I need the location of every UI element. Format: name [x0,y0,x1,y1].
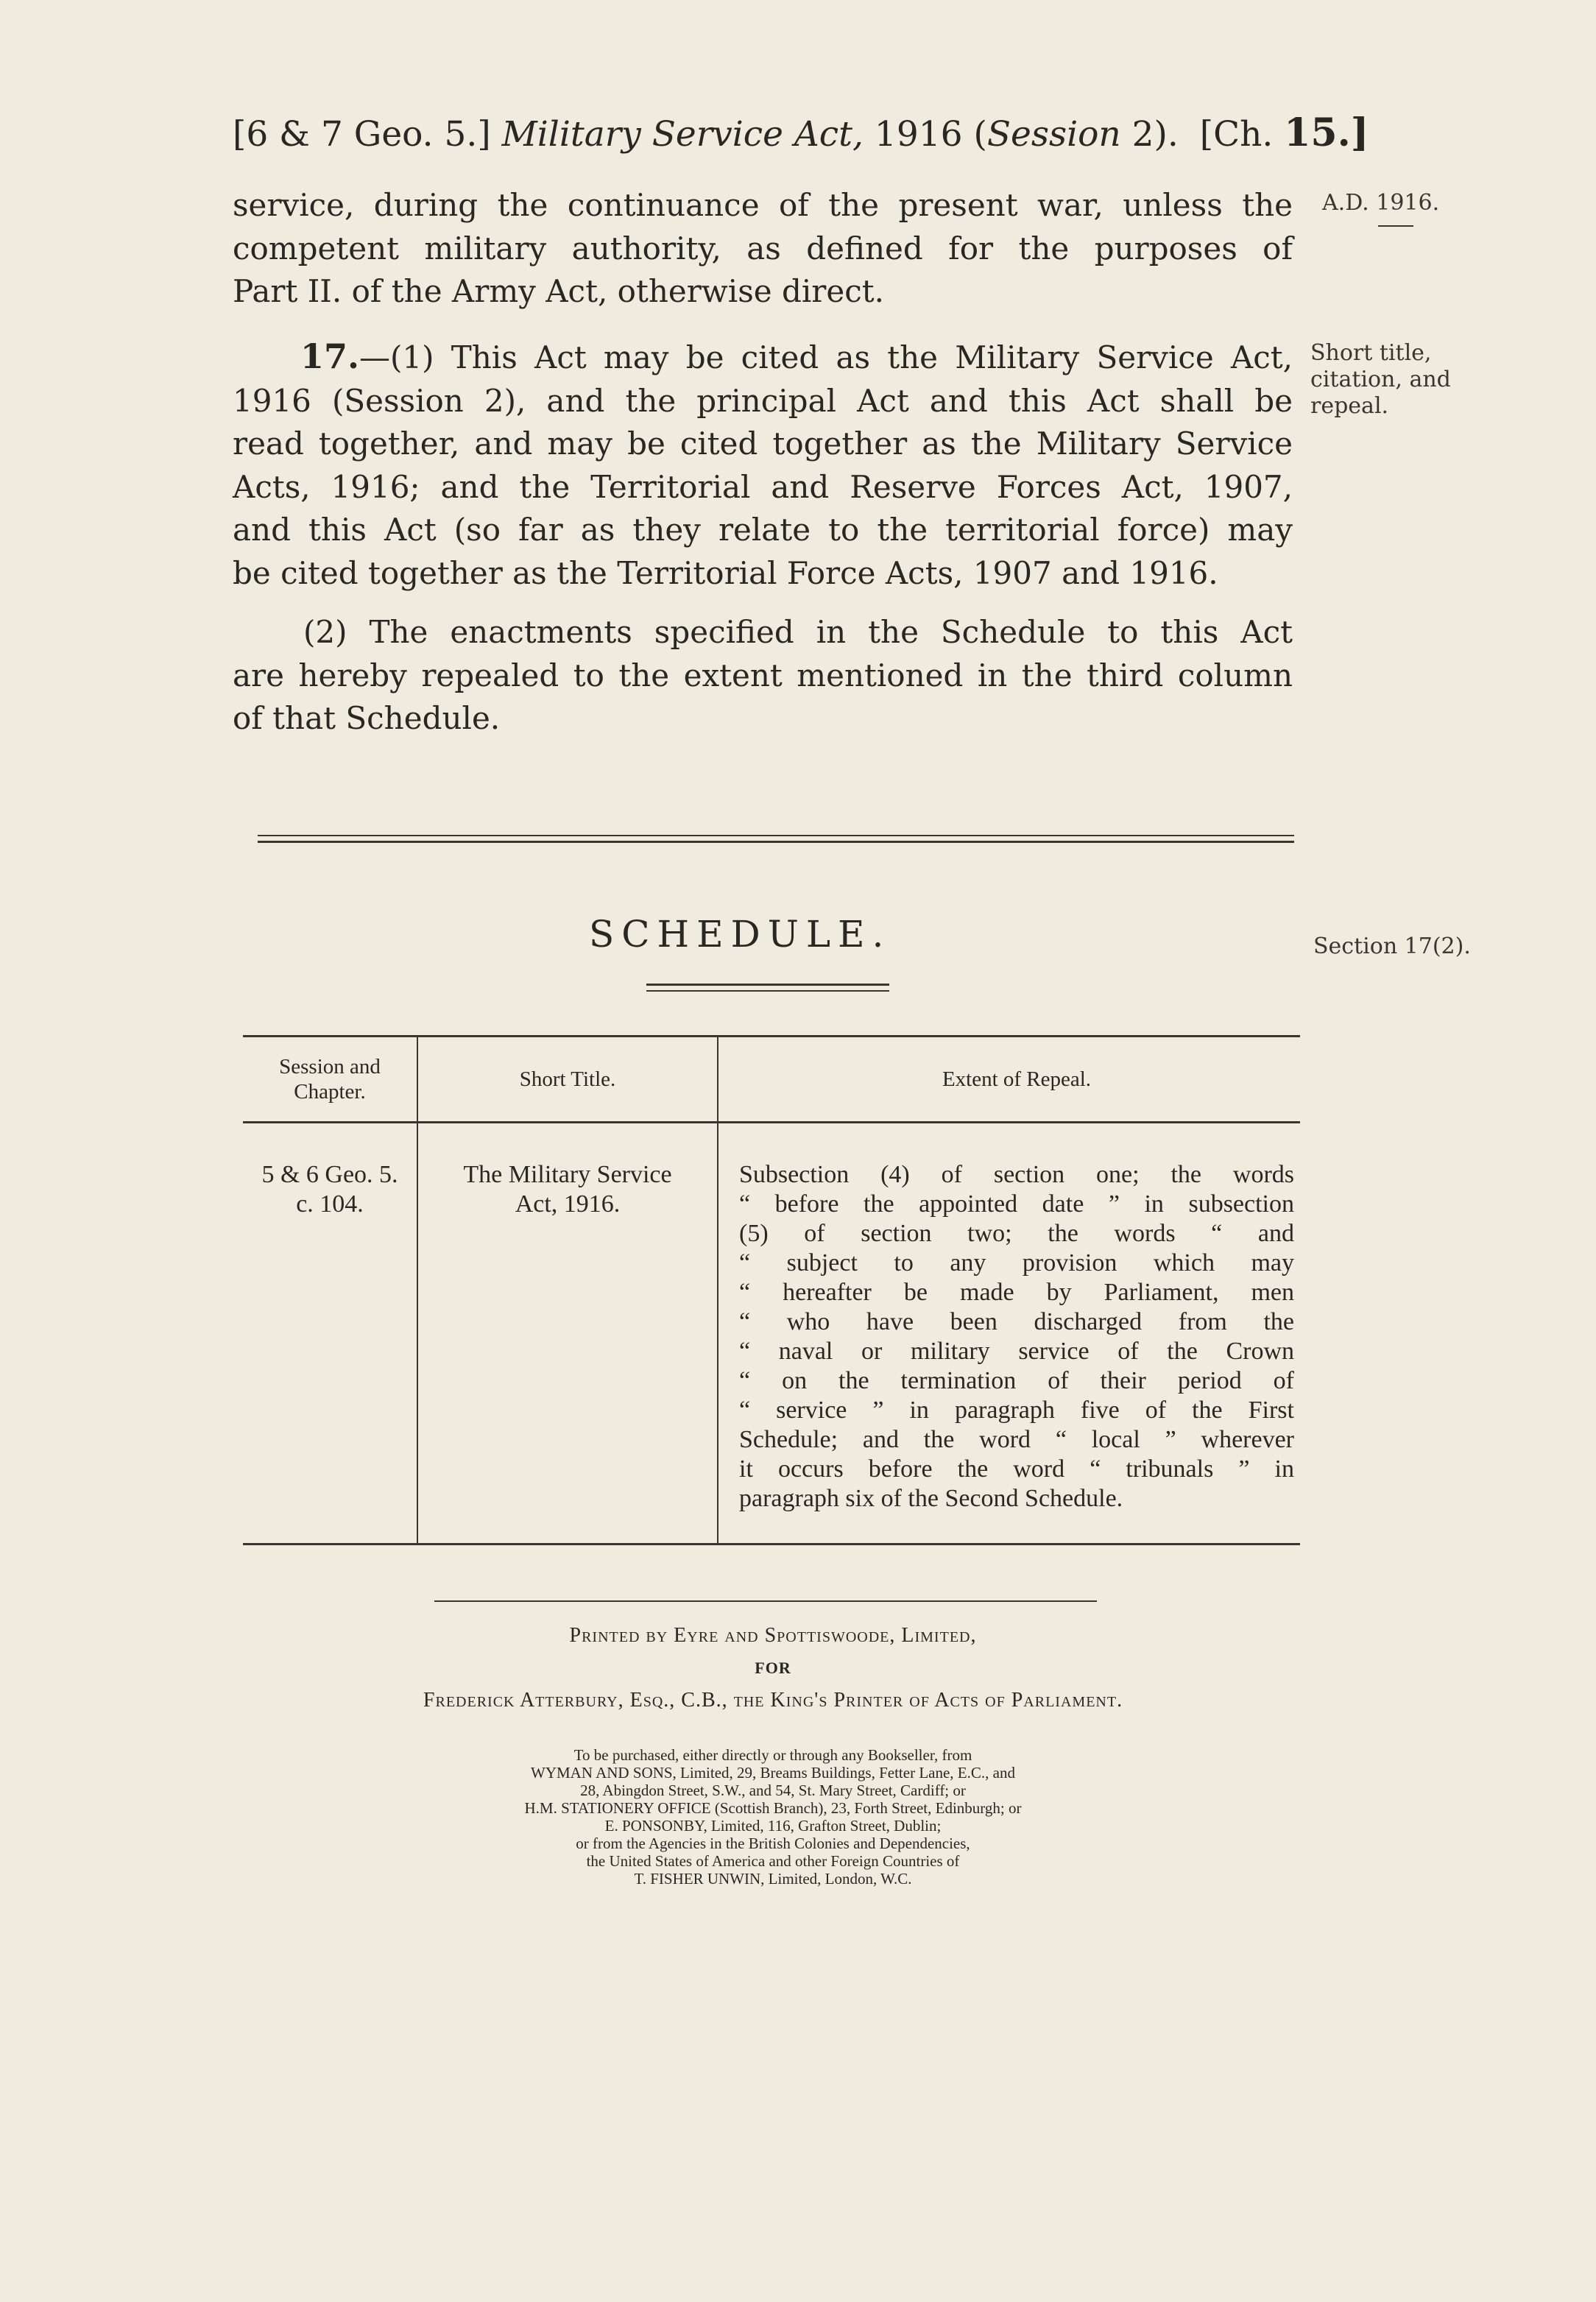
margin-note-short-title [1310,340,1480,420]
session-label: Session [986,114,1121,155]
chapter-label: [Ch. [1199,114,1274,155]
purchase-line: the United States of America and other Foreign Countries of [586,1852,960,1870]
imprint-rule [434,1600,1097,1602]
text-line: (2) The enactments specified in the Schedule to this Act [303,614,1293,650]
text-line: competent military authority, as defined for the purposes of [233,230,1293,266]
cell-line: (5) of section two; the words “ and [739,1220,1294,1247]
cell-line: paragraph six of the Second Schedule. [739,1485,1123,1512]
cell-line: “ naval or military service of the Crown [739,1338,1294,1365]
purchase-line: or from the Agencies in the British Colonies and Dependencies, [576,1835,970,1852]
cell-line: “ before the appointed date ” in subsection [739,1190,1294,1218]
subsection-2-paragraph [233,611,1293,741]
table-header-row [243,1037,1300,1123]
cell-line: Schedule; and the word “ local ” wherever [739,1426,1294,1453]
text-line: are hereby repealed to the extent mentioned in the third column [233,657,1293,693]
text-line: Part II. of the Army Act, otherwise direct. [233,273,884,309]
imprint-block [221,1617,1325,1720]
text-line: Acts, 1916; and the Territorial and Reserve Forces Act, 1907, [233,468,1293,505]
act-title: Military Service Act, [501,114,864,155]
divider-rule [258,835,1294,836]
cell-line: Subsection (4) of section one; the words [739,1161,1294,1188]
title-underline [646,990,889,992]
printed-by-line: Printed by Eyre and Spottiswoode, Limited, [569,1624,977,1647]
margin-dash [1378,225,1413,227]
cell-line: The Military Service [463,1161,672,1188]
printer-line: Frederick Atterbury, Esq., C.B., the King's Printer of Acts of Parliament. [423,1689,1123,1712]
cell-line: “ service ” in paragraph five of the First [739,1397,1294,1424]
text-line: and this Act (so far as they relate to the territorial force) may [233,512,1293,548]
margin-line: citation, and [1310,367,1451,392]
text-line: of that Schedule. [233,700,501,736]
purchase-line: To be purchased, either directly or through any Bookseller, from [573,1746,972,1764]
purchase-line: T. FISHER UNWIN, Limited, London, W.C. [634,1870,912,1888]
cell-line: “ hereafter be made by Parliament, men [739,1279,1294,1306]
cell-line: “ who have been discharged from the [739,1308,1294,1335]
act-year: 1916 ( [874,114,987,155]
text-line [233,335,1293,380]
regnal-year: [6 & 7 Geo. 5.] [233,114,491,155]
cell-line: “ on the termination of their period of [739,1367,1294,1394]
schedule-title: SCHEDULE. [589,913,891,956]
purchase-line: WYMAN AND SONS, Limited, 29, Breams Buildings, Fetter Lane, E.C., and [531,1764,1015,1782]
schedule-table [243,1035,1300,1545]
session-number: 2). [1131,114,1179,155]
column-header: Short Title. [417,1037,718,1123]
margin-line: Short title, [1310,340,1432,366]
text-fragment: —(1) This Act may be cited as the Military Service Act, [359,339,1293,375]
text-line: 1916 (Session 2), and the principal Act and this Act shall be [233,382,1293,419]
column-header: Extent of Repeal. [718,1037,1300,1123]
purchase-line: E. PONSONBY, Limited, 116, Grafton Street, Dublin; [604,1817,942,1835]
purchase-line: 28, Abingdon Street, S.W., and 54, St. Mary Street, Cardiff; or [580,1782,966,1799]
text-line: service, during the continuance of the present war, unless the [233,187,1293,223]
margin-line: repeal. [1310,393,1389,419]
column-header: Session and Chapter. [243,1037,417,1123]
purchase-block [221,1746,1325,1888]
cell-line: 5 & 6 Geo. 5. [261,1161,398,1188]
extent-of-repeal-cell [718,1123,1300,1544]
title-underline [646,984,889,986]
continuation-paragraph [233,184,1293,314]
margin-note-year: A.D. 1916. [1322,190,1440,216]
cell-line: “ subject to any provision which may [739,1249,1294,1277]
divider-rule [258,841,1294,843]
text-line: read together, and may be cited together as the Military Service [233,426,1293,462]
text-line: be cited together as the Territorial Force Acts, 1907 and 1916. [233,554,1218,591]
for-line: FOR [755,1659,791,1677]
section-17-paragraph [233,335,1293,595]
running-header [233,110,1369,155]
chapter-number: 15.] [1284,110,1369,155]
cell-line: Act, 1916. [515,1190,621,1218]
short-title-cell [417,1123,718,1544]
table-row [243,1123,1300,1544]
cell-line: it occurs before the word “ tribunals ” in [739,1455,1294,1483]
cell-line: c. 104. [296,1190,364,1218]
purchase-line: H.M. STATIONERY OFFICE (Scottish Branch), 23, Forth Street, Edinburgh; or [524,1799,1022,1817]
section-number: 17. [300,336,360,376]
session-chapter-cell [243,1123,417,1544]
margin-note-section: Section 17(2). [1313,933,1471,959]
